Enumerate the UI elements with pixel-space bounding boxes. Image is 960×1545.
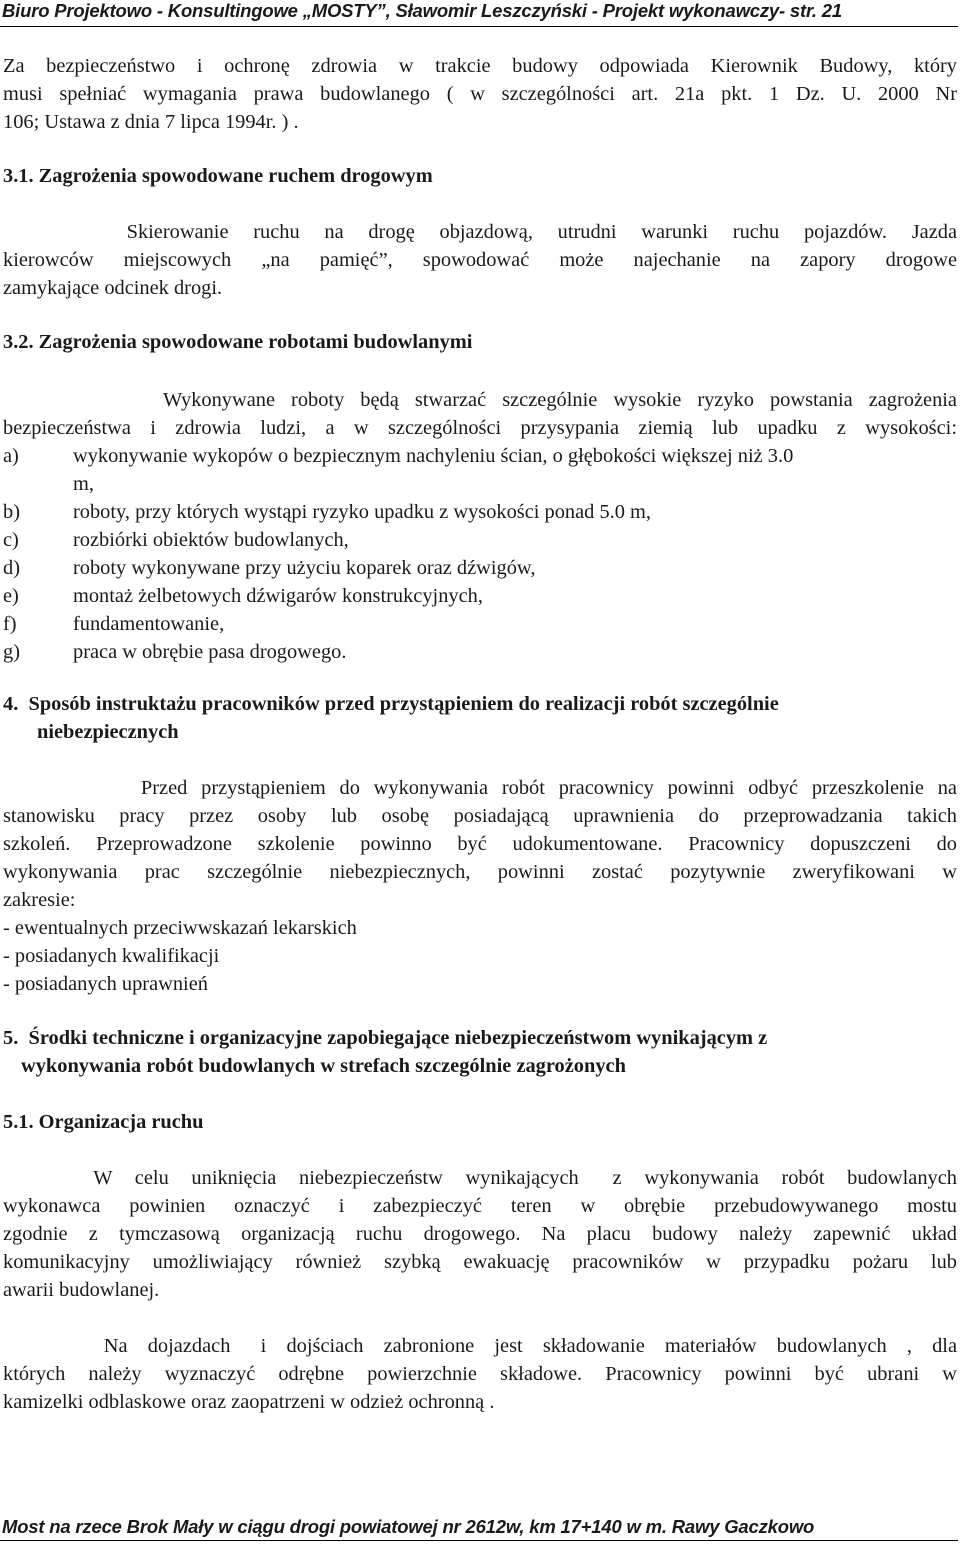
list-item-text: wykonywanie wykopów o bezpiecznym nachyleniu ścian, o głębokości większej niż 3.0 (73, 445, 794, 467)
section-4-heading (3, 690, 957, 746)
list-item-text: rozbiórki obiektów budowlanych, (73, 529, 349, 551)
list-marker: e) (3, 585, 19, 607)
paragraph-line: zakresie: (3, 889, 76, 911)
footer-rule (0, 1540, 958, 1541)
list-marker: f) (3, 613, 17, 635)
section-5-1-heading: 5.1. Organizacja ruchu (3, 1111, 204, 1133)
list-item-text: fundamentowanie, (73, 613, 225, 635)
paragraph-line: wykonawca powinien oznaczyć i zabezpieczyć teren w obrębie przebudowywanego mostu (3, 1195, 957, 1217)
list-item-continuation: m, (73, 473, 94, 495)
dash-item: - posiadanych kwalifikacji (3, 945, 220, 967)
paragraph-line: zgodnie z tymczasową organizacją ruchu drogowego. Na placu budowy należy zapewnić układ (3, 1223, 957, 1245)
list-item-text: roboty wykonywane przy użyciu koparek oraz dźwigów, (73, 557, 536, 579)
intro-line: Za bezpieczeństwo i ochronę zdrowia w trakcie budowy odpowiada Kierownik Budowy, który (3, 55, 957, 77)
intro-paragraph (3, 52, 957, 136)
list-marker: a) (3, 445, 19, 467)
heading-line: niebezpiecznych (37, 721, 179, 743)
list-item (3, 610, 957, 638)
list-item (3, 498, 957, 526)
section-3-1-paragraph (3, 218, 957, 302)
paragraph-line: Skierowanie ruchu na drogę objazdową, utrudni warunki ruchu pojazdów. Jazda (3, 221, 957, 243)
heading-line: 5. Środki techniczne i organizacyjne zapobiegające niebezpieczeństwom wynikającym z (3, 1027, 768, 1049)
section-3-2-paragraph (3, 386, 957, 442)
list-marker: c) (3, 529, 19, 551)
paragraph-line: szkoleń. Przeprowadzone szkolenie powinno być udokumentowane. Pracownicy dopuszczeni do (3, 833, 957, 855)
list-item-text: roboty, przy których wystąpi ryzyko upadku z wysokości ponad 5.0 m, (73, 501, 652, 523)
list-item (3, 582, 957, 610)
paragraph-line: awarii budowlanej. (3, 1279, 160, 1301)
page-footer: Most na rzece Brok Mały w ciągu drogi powiatowej nr 2612w, km 17+140 w m. Rawy Gaczkowo (2, 1516, 815, 1537)
paragraph-line: bezpieczeństwa i zdrowia ludzi, a w szczególności przysypania ziemią lub upadku z wysokości: (3, 417, 957, 439)
paragraph-line: Przed przystąpieniem do wykonywania robót pracownicy powinni odbyć przeszkolenie na (3, 777, 957, 799)
paragraph-line: stanowisku pracy przez osoby lub osobę posiadającą uprawnienia do przeprowadzania takich (3, 805, 957, 827)
intro-line: musi spełniać wymagania prawa budowlanego ( w szczególności art. 21a pkt. 1 Dz. U. 2000 Nr (3, 83, 957, 105)
list-marker: b) (3, 501, 20, 523)
section-3-1-heading: 3.1. Zagrożenia spowodowane ruchem drogowym (3, 165, 433, 187)
section-3-2-heading: 3.2. Zagrożenia spowodowane robotami budowlanymi (3, 331, 473, 353)
paragraph-line: komunikacyjny umożliwiający również szybką ewakuację pracowników w przypadku pożaru lub (3, 1251, 957, 1273)
list-item-text: praca w obrębie pasa drogowego. (73, 641, 347, 663)
paragraph-line: zamykające odcinek drogi. (3, 277, 223, 299)
paragraph-line: wykonywania prac szczególnie niebezpiecznych, powinni zostać pozytywnie zweryfikowani w (3, 861, 957, 883)
list-item (3, 442, 957, 470)
heading-line: wykonywania robót budowlanych w strefach szczególnie zagrożonych (21, 1055, 626, 1077)
paragraph-line: Na dojazdach i dojściach zabronione jest składowanie materiałów budowlanych , dla (3, 1335, 957, 1357)
list-marker: g) (3, 641, 20, 663)
list-item (3, 638, 957, 666)
page-header: Biuro Projektowo - Konsultingowe „MOSTY”, Sławomir Leszczyński - Projekt wykonawczy- str. 21 (2, 0, 842, 21)
section-5-heading (3, 1024, 957, 1080)
section-5-1-paragraph-2 (3, 1332, 957, 1416)
list-item (3, 526, 957, 554)
list-marker: d) (3, 557, 20, 579)
header-rule (0, 26, 958, 27)
dash-item: - ewentualnych przeciwwskazań lekarskich (3, 917, 357, 939)
paragraph-line: których należy wyznaczyć odrębne powierzchnie składowe. Pracownicy powinni być ubrani w (3, 1363, 957, 1385)
section-3-2-list (3, 442, 957, 666)
paragraph-line: W celu uniknięcia niebezpieczeństw wynikających z wykonywania robót budowlanych (3, 1167, 957, 1189)
heading-line: 4. Sposób instruktażu pracowników przed przystąpieniem do realizacji robót szczególnie (3, 693, 779, 715)
section-5-1-paragraph-1 (3, 1164, 957, 1304)
dash-item: - posiadanych uprawnień (3, 973, 208, 995)
paragraph-line: kierowców miejscowych „na pamięć”, spowodować może najechanie na zapory drogowe (3, 249, 957, 271)
intro-line: 106; Ustawa z dnia 7 lipca 1994r. ) . (3, 111, 299, 133)
list-item-text: montaż żelbetowych dźwigarów konstrukcyjnych, (73, 585, 483, 607)
paragraph-line: kamizelki odblaskowe oraz zaopatrzeni w odzież ochronną . (3, 1391, 495, 1413)
paragraph-line: Wykonywane roboty będą stwarzać szczególnie wysokie ryzyko powstania zagrożenia (3, 389, 957, 411)
section-4-paragraph (3, 774, 957, 998)
list-item (3, 554, 957, 582)
